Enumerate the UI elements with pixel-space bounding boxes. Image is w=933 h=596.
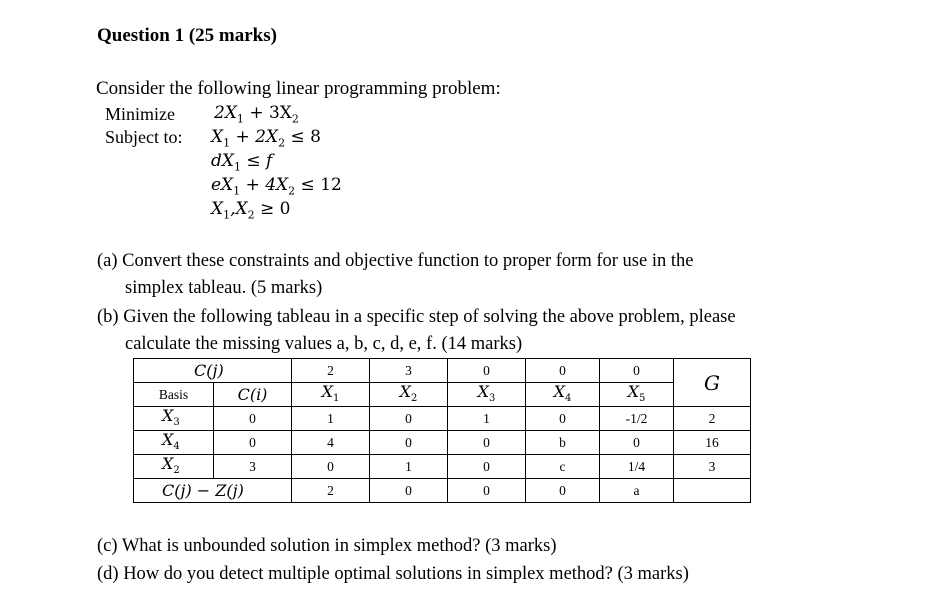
cj-zj-cell: a <box>600 479 674 503</box>
rhs-cell: 16 <box>674 431 751 455</box>
cj-cell: 3 <box>370 359 448 383</box>
objective-label: Minimize <box>105 104 175 124</box>
rhs-header-cell: G <box>674 359 751 407</box>
part-b-line-1: (b) Given the following tableau in a specific step of solving the above problem, please <box>97 307 736 327</box>
cj-cell: 0 <box>448 359 526 383</box>
cj-zj-cell: 0 <box>526 479 600 503</box>
table-cell: -1/2 <box>600 407 674 431</box>
cj-cell: 2 <box>292 359 370 383</box>
table-cell: b <box>526 431 600 455</box>
ci-cell: 0 <box>214 431 292 455</box>
nonnegativity-constraint: $X_1,X_2 \ge 0$ <box>211 199 291 222</box>
part-a-line-2: simplex tableau. (5 marks) <box>125 278 323 298</box>
cj-zj-empty-cell <box>674 479 751 503</box>
ci-cell: 3 <box>214 455 292 479</box>
var-header-x3: $X_3$ <box>448 383 526 407</box>
part-b-line-2: calculate the missing values a, b, c, d, e, f. (14 marks) <box>125 334 523 354</box>
cj-zj-cell: 0 <box>448 479 526 503</box>
table-cell: 1 <box>370 455 448 479</box>
table-cell: 1/4 <box>600 455 674 479</box>
cj-row <box>134 359 751 383</box>
cj-cell: 0 <box>600 359 674 383</box>
var-header-x2: $X_2$ <box>370 383 448 407</box>
table-cell: 0 <box>600 431 674 455</box>
table-row <box>134 455 751 479</box>
table-cell: 0 <box>526 407 600 431</box>
simplex-tableau <box>133 358 751 503</box>
subject-to-label: Subject to: <box>105 127 183 147</box>
basis-cell: $X_2$ <box>134 455 214 479</box>
table-cell: 0 <box>448 455 526 479</box>
table-row <box>134 431 751 455</box>
question-title: Question 1 (25 marks) <box>97 25 277 46</box>
table-cell: 4 <box>292 431 370 455</box>
var-header-x5: $X_5$ <box>600 383 674 407</box>
basis-header: Basis <box>134 383 214 407</box>
table-cell: 1 <box>448 407 526 431</box>
ci-cell: 0 <box>214 407 292 431</box>
cj-zj-cell: 2 <box>292 479 370 503</box>
var-header-x1: $X_1$ <box>292 383 370 407</box>
part-c: (c) What is unbounded solution in simplex method? (3 marks) <box>97 536 557 556</box>
basis-cell: $X_4$ <box>134 431 214 455</box>
cj-label-cell: C(j) <box>134 359 292 383</box>
constraint-1: $X_1 + 2X_2 \le 8$ <box>211 127 321 150</box>
var-header-x4: $X_4$ <box>526 383 600 407</box>
table-cell: 0 <box>448 431 526 455</box>
ci-header: C(i) <box>214 383 292 407</box>
table-cell: 0 <box>370 431 448 455</box>
constraint-2: $dX_1 \le f$ <box>211 151 273 174</box>
cj-cell: 0 <box>526 359 600 383</box>
cj-zj-label-cell: C(j) − Z(j) <box>134 479 292 503</box>
table-cell: c <box>526 455 600 479</box>
table-cell: 1 <box>292 407 370 431</box>
header-row <box>134 383 751 407</box>
cj-zj-cell: 0 <box>370 479 448 503</box>
rhs-cell: 2 <box>674 407 751 431</box>
table-cell: 0 <box>292 455 370 479</box>
part-d: (d) How do you detect multiple optimal solutions in simplex method? (3 marks) <box>97 564 689 584</box>
cj-zj-row <box>134 479 751 503</box>
objective-function: $2X_1 + 3X_2$ <box>214 103 299 126</box>
constraint-3: $eX_1 + 4X_2 \le 12$ <box>211 175 342 198</box>
table-row <box>134 407 751 431</box>
problem-intro: Consider the following linear programming problem: <box>96 78 501 99</box>
basis-cell: $X_3$ <box>134 407 214 431</box>
table-cell: 0 <box>370 407 448 431</box>
rhs-cell: 3 <box>674 455 751 479</box>
part-a-line-1: (a) Convert these constraints and objective function to proper form for use in the <box>97 251 694 271</box>
